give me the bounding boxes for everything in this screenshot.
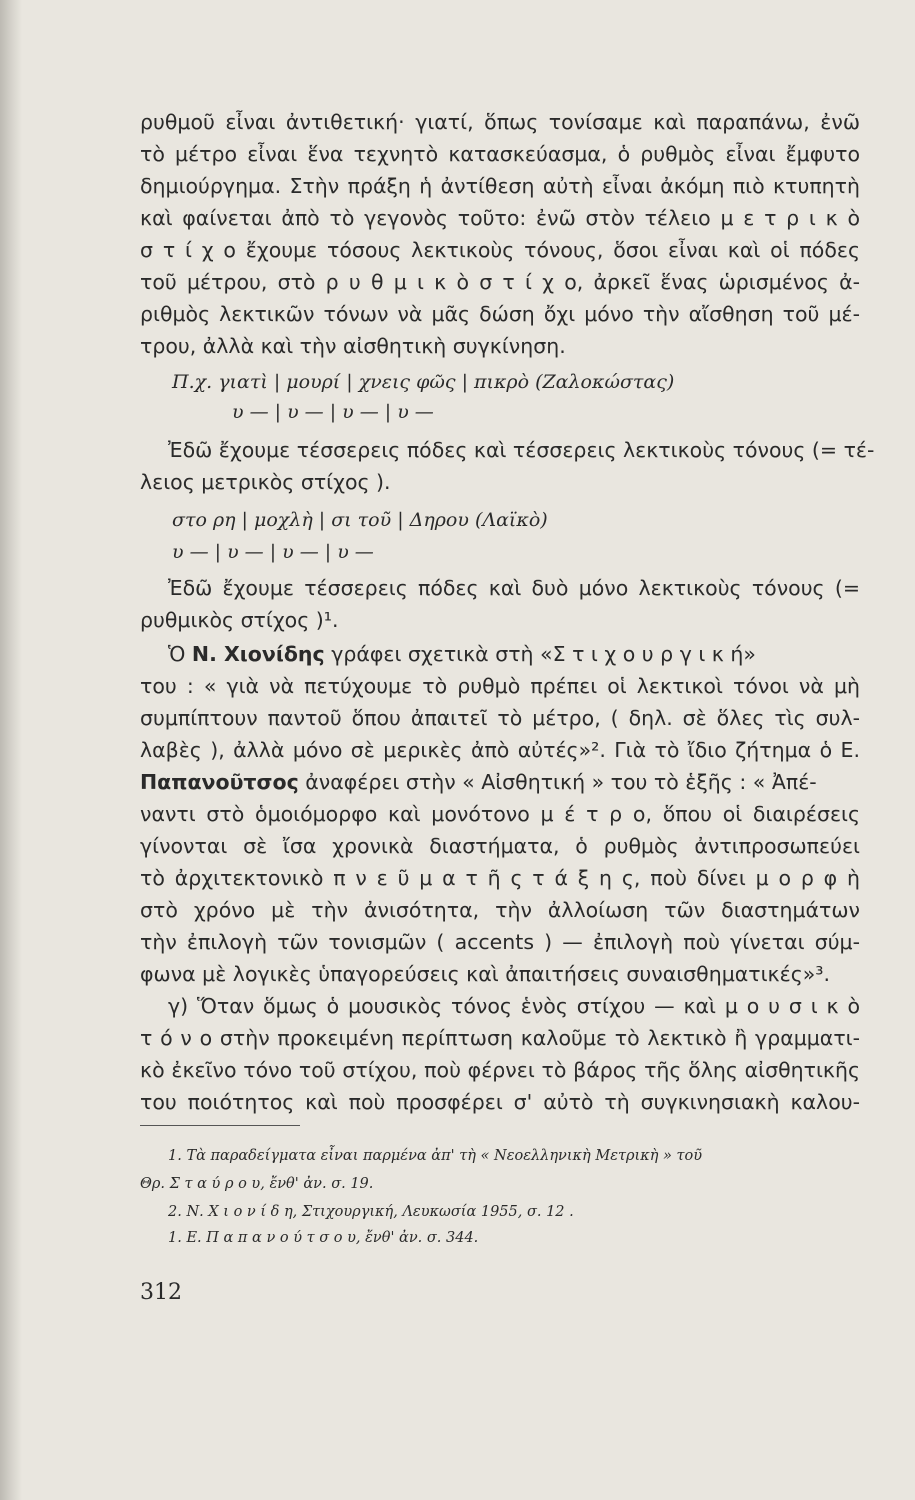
scan-edge <box>0 0 22 1500</box>
text-line: τὸ μέτρο εἶναι ἕνα τεχνητὸ κατασκεύασμα, ὁ ρυθμὸς εἶναι ἔμφυτο <box>140 142 860 166</box>
paragraph-rest: γράφει σχετικὰ στὴ «Σ τ ι χ ο υ ρ γ ι κ ή» <box>324 642 756 666</box>
text-line: κὸ ἐκεῖνο τόνο τοῦ στίχου, ποὺ φέρνει τὸ βάρος τῆς ὅλης αἰσθητικῆς <box>140 1058 860 1082</box>
footnote: 1. Τὰ παραδείγματα εἶναι παρμένα ἀπ' τὴ « Νεοελληνικὴ Μετρικὴ » τοῦ <box>168 1148 703 1164</box>
text-line: στὸ χρόνο μὲ τὴν ἀνισότητα, τὴν ἀλλοίωση τῶν διαστημάτων <box>140 898 860 922</box>
text-line: του : « γιὰ νὰ πετύχουμε τὸ ρυθμὸ πρέπει οἱ λεκτικοὶ τόνοι νὰ μὴ <box>140 674 860 698</box>
text-line: γίνονται σὲ ἴσα χρονικὰ διαστήματα, ὁ ρυθμὸς ἀντιπροσωπεύει <box>140 834 860 858</box>
text-line: ναντι στὸ ὁμοιόμορφο καὶ μονότονο μ έ τ ρ ο, ὅπου οἱ διαιρέσεις <box>140 802 860 826</box>
footnote: Θρ. Σ τ α ύ ρ ο υ, ἔνθ' ἀν. σ. 19. <box>140 1176 374 1192</box>
page-number: 312 <box>140 1280 182 1305</box>
text-line: ρυθμοῦ εἶναι ἀντιθετική· γιατί, ὅπως τονίσαμε καὶ παραπάνω, ἐνῶ <box>140 110 860 134</box>
meter-scheme-2: υ — | υ — | υ — | υ — <box>172 541 374 563</box>
meter-scheme-1: υ — | υ — | υ — | υ — <box>232 401 434 423</box>
text-line: καὶ φαίνεται ἀπὸ τὸ γεγονὸς τοῦτο: ἐνῶ στὸν τέλειο μ ε τ ρ ι κ ὸ <box>140 206 860 230</box>
text-line: δημιούργημα. Στὴν πράξη ἡ ἀντίθεση αὐτὴ εἶναι ἀκόμη πιὸ κτυπητὴ <box>140 174 860 198</box>
text-line: ρυθμικὸς στίχος )¹. <box>140 608 339 632</box>
footnote-rule <box>140 1125 300 1126</box>
text-line: Ἐδῶ ἔχουμε τέσσερεις πόδες καὶ τέσσερεις λεκτικοὺς τόνους (= τέ- <box>168 438 875 462</box>
author-name-papanoutsos: Παπανοῦτσος <box>140 770 299 794</box>
text-line: σ τ ί χ ο ἔχουμε τόσους λεκτικοὺς τόνους, ὅσοι εἶναι καὶ οἱ πόδες <box>140 238 860 262</box>
text-line: λαβὲς ), ἀλλὰ μόνο σὲ μερικὲς ἀπὸ αὐτές»². Γιὰ τὸ ἴδιο ζήτημα ὁ Ε. <box>140 738 860 762</box>
author-name-chionidis: Ν. Χιονίδης <box>191 642 325 666</box>
text-line: συμπίπτουν παντοῦ ὅπου ἀπαιτεῖ τὸ μέτρο, ( δηλ. σὲ ὅλες τὶς συλ- <box>140 706 860 730</box>
text-line <box>168 640 860 668</box>
text-line: τὸ ἀρχιτεκτονικὸ π ν ε ῦ μ α τ ῆ ς τ ά ξ η ς, ποὺ δίνει μ ο ρ φ ὴ <box>140 866 860 890</box>
verse-example-1: Π.χ. γιατὶ | μουρί | χνεις φῶς | πικρὸ (Ζαλοκώστας) <box>172 371 675 393</box>
text-line: τοῦ μέτρου, στὸ ρ υ θ μ ι κ ὸ σ τ ί χ ο, ἀρκεῖ ἕνας ὡρισμένος ἀ- <box>140 270 860 294</box>
text-line: τρου, ἀλλὰ καὶ τὴν αἰσθητικὴ συγκίνηση. <box>140 334 566 358</box>
text-line <box>140 768 860 796</box>
text-line: του ποιότητος καὶ ποὺ προσφέρει σ' αὐτὸ τὴ συγκινησιακὴ καλου- <box>140 1090 860 1114</box>
text-line: φωνα μὲ λογικὲς ὑπαγορεύσεις καὶ ἀπαιτήσεις συναισθηματικές»³. <box>140 962 831 986</box>
text-line: ριθμὸς λεκτικῶν τόνων νὰ μᾶς δώση ὄχι μόνο τὴν αἴσθηση τοῦ μέ- <box>140 302 860 326</box>
text-line: λειος μετρικὸς στίχος ). <box>140 470 391 494</box>
paragraph-start: Ὁ <box>168 642 186 666</box>
text-line: τ ό ν ο στὴν προκειμένη περίπτωση καλοῦμε τὸ λεκτικὸ ἢ γραμματι- <box>140 1026 860 1050</box>
text-line: Ἐδῶ ἔχουμε τέσσερεις πόδες καὶ δυὸ μόνο λεκτικοὺς τόνους (= <box>168 576 860 600</box>
paragraph-rest: ἀναφέρει στὴν « Αἰσθητική » του τὸ ἑξῆς : « Ἀπέ- <box>298 770 817 794</box>
footnote: 2. Ν. Χ ι ο ν ί δ η, Στιχουργική, Λευκωσία 1955, σ. 12 . <box>168 1204 574 1220</box>
text-line: γ) Ὅταν ὅμως ὁ μουσικὸς τόνος ἑνὸς στίχου — καὶ μ ο υ σ ι κ ὸ <box>168 994 860 1018</box>
text-line: τὴν ἐπιλογὴ τῶν τονισμῶν ( accents ) — ἐπιλογὴ ποὺ γίνεται σύμ- <box>140 930 860 954</box>
verse-example-2: στο ρη | μοχλὴ | σι τοῦ | Δηρου (Λαϊκὸ) <box>172 509 548 531</box>
footnote: 1. Ε. Π α π α ν ο ύ τ σ ο υ, ἔνθ' ἀν. σ. 344. <box>168 1230 479 1246</box>
